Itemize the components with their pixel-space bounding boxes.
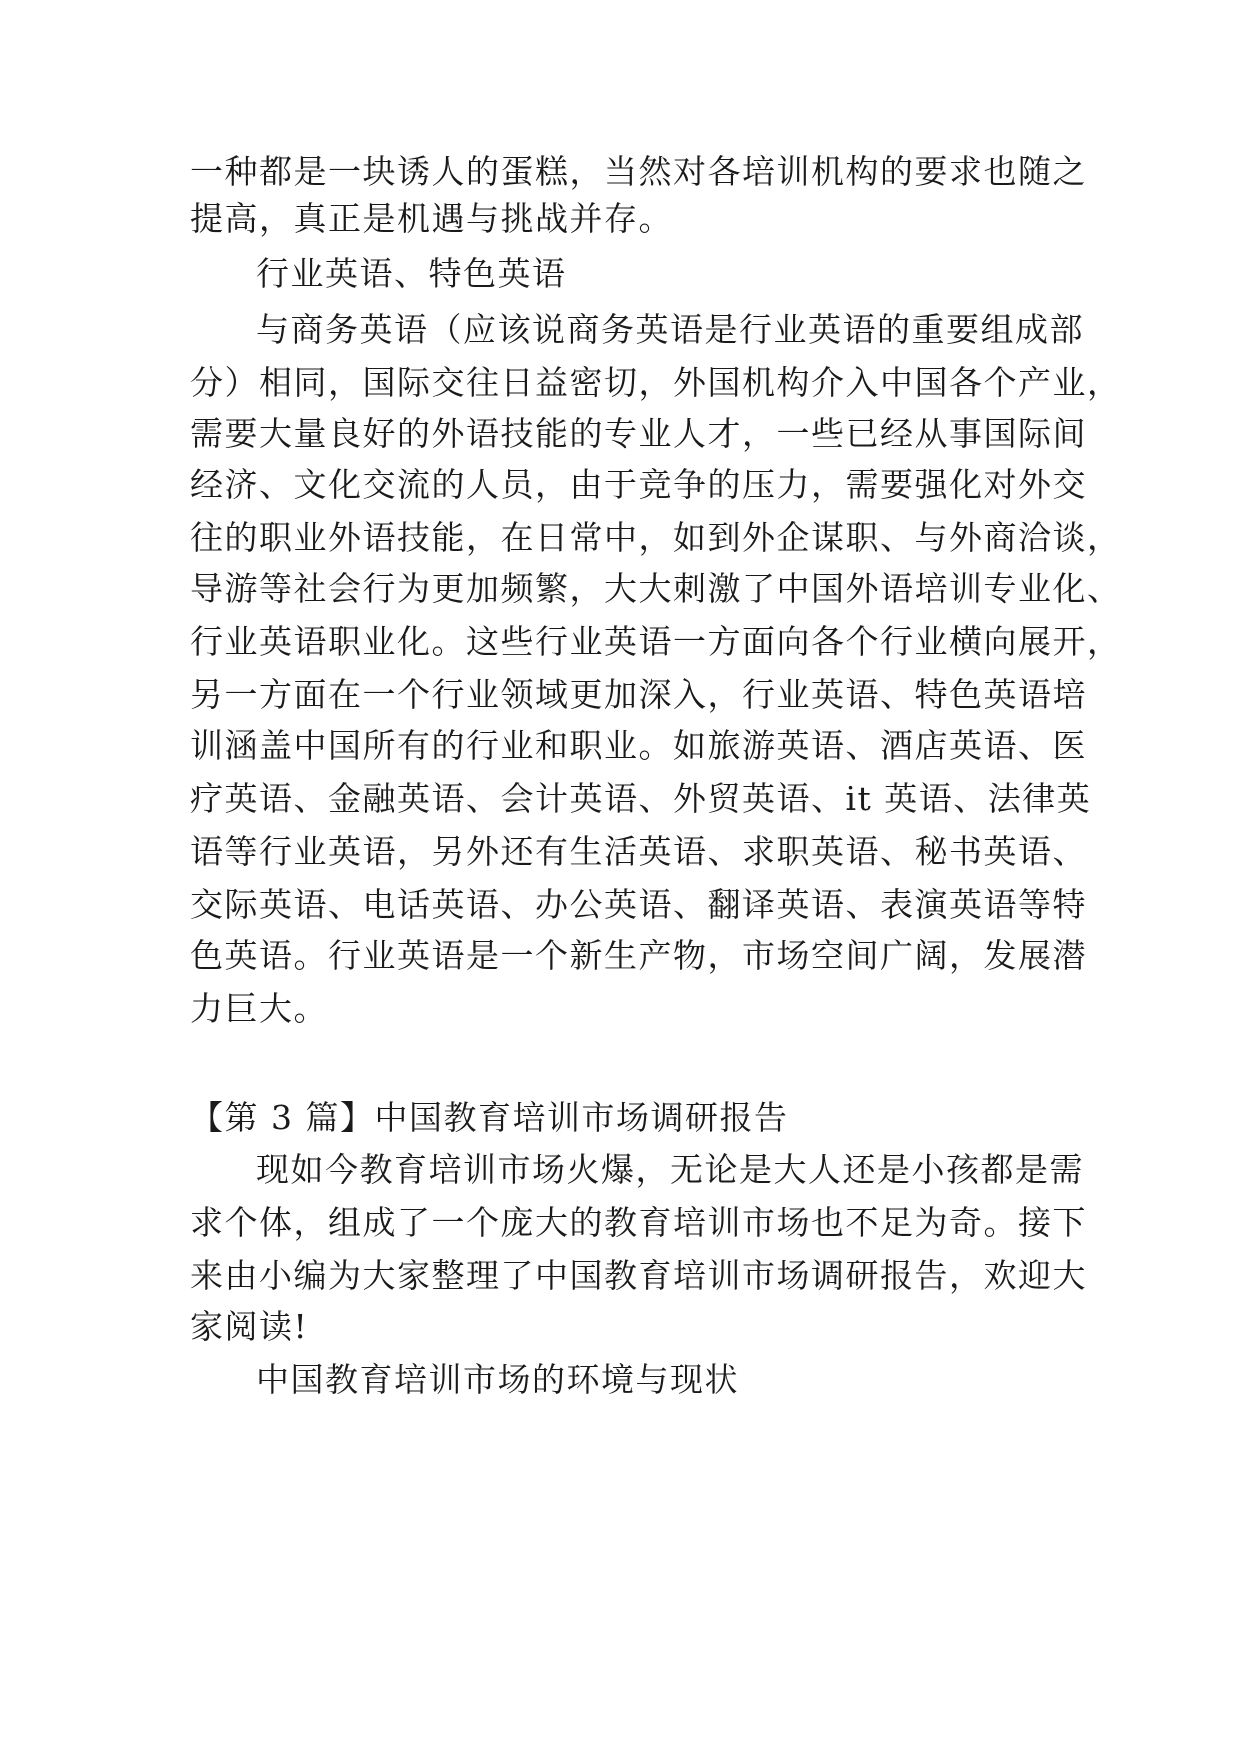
paragraph-article-intro-line-1: 现如今教育培训市场火爆，无论是大人还是小孩都是需	[256, 1150, 1084, 1189]
heading-industry-english: 行业英语、特色英语	[256, 254, 567, 293]
heading-environment: 中国教育培训市场的环境与现状	[256, 1360, 739, 1399]
paragraph-intro-line-1: 一种都是一块诱人的蛋糕，当然对各培训机构的要求也随之	[190, 152, 1087, 191]
paragraph-intro-line-2: 提高，真正是机遇与挑战并存。	[190, 199, 673, 238]
paragraph-industry-line-14: 力巨大。	[190, 989, 328, 1028]
paragraph-article-intro-line-2: 求个体，组成了一个庞大的教育培训市场也不足为奇。接下	[190, 1203, 1087, 1242]
paragraph-industry-line-4: 经济、文化交流的人员，由于竞争的压力，需要强化对外交	[190, 465, 1087, 504]
paragraph-industry-line-13: 色英语。行业英语是一个新生产物，市场空间广阔，发展潜	[190, 936, 1087, 975]
paragraph-industry-line-6: 导游等社会行为更加频繁，大大刺激了中国外语培训专业化、	[190, 569, 1122, 608]
paragraph-industry-line-10: 疗英语、金融英语、会计英语、外贸英语、it 英语、法律英	[190, 779, 1092, 818]
article-title: 【第 3 篇】中国教育培训市场调研报告	[190, 1098, 789, 1137]
paragraph-industry-line-1: 与商务英语（应该说商务英语是行业英语的重要组成部	[256, 310, 1084, 349]
paragraph-industry-line-2: 分）相同，国际交往日益密切，外国机构介入中国各个产业，	[190, 363, 1122, 402]
paragraph-industry-line-12: 交际英语、电话英语、办公英语、翻译英语、表演英语等特	[190, 885, 1087, 924]
paragraph-industry-line-3: 需要大量良好的外语技能的专业人才，一些已经从事国际间	[190, 414, 1087, 453]
paragraph-industry-line-5: 往的职业外语技能，在日常中，如到外企谋职、与外商洽谈，	[190, 518, 1122, 557]
paragraph-article-intro-line-4: 家阅读!	[190, 1307, 309, 1346]
paragraph-industry-line-9: 训涵盖中国所有的行业和职业。如旅游英语、酒店英语、医	[190, 726, 1087, 765]
paragraph-industry-line-11: 语等行业英语，另外还有生活英语、求职英语、秘书英语、	[190, 832, 1087, 871]
paragraph-industry-line-7: 行业英语职业化。这些行业英语一方面向各个行业横向展开，	[190, 622, 1122, 661]
paragraph-article-intro-line-3: 来由小编为大家整理了中国教育培训市场调研报告，欢迎大	[190, 1256, 1087, 1295]
paragraph-industry-line-8: 另一方面在一个行业领域更加深入，行业英语、特色英语培	[190, 675, 1087, 714]
